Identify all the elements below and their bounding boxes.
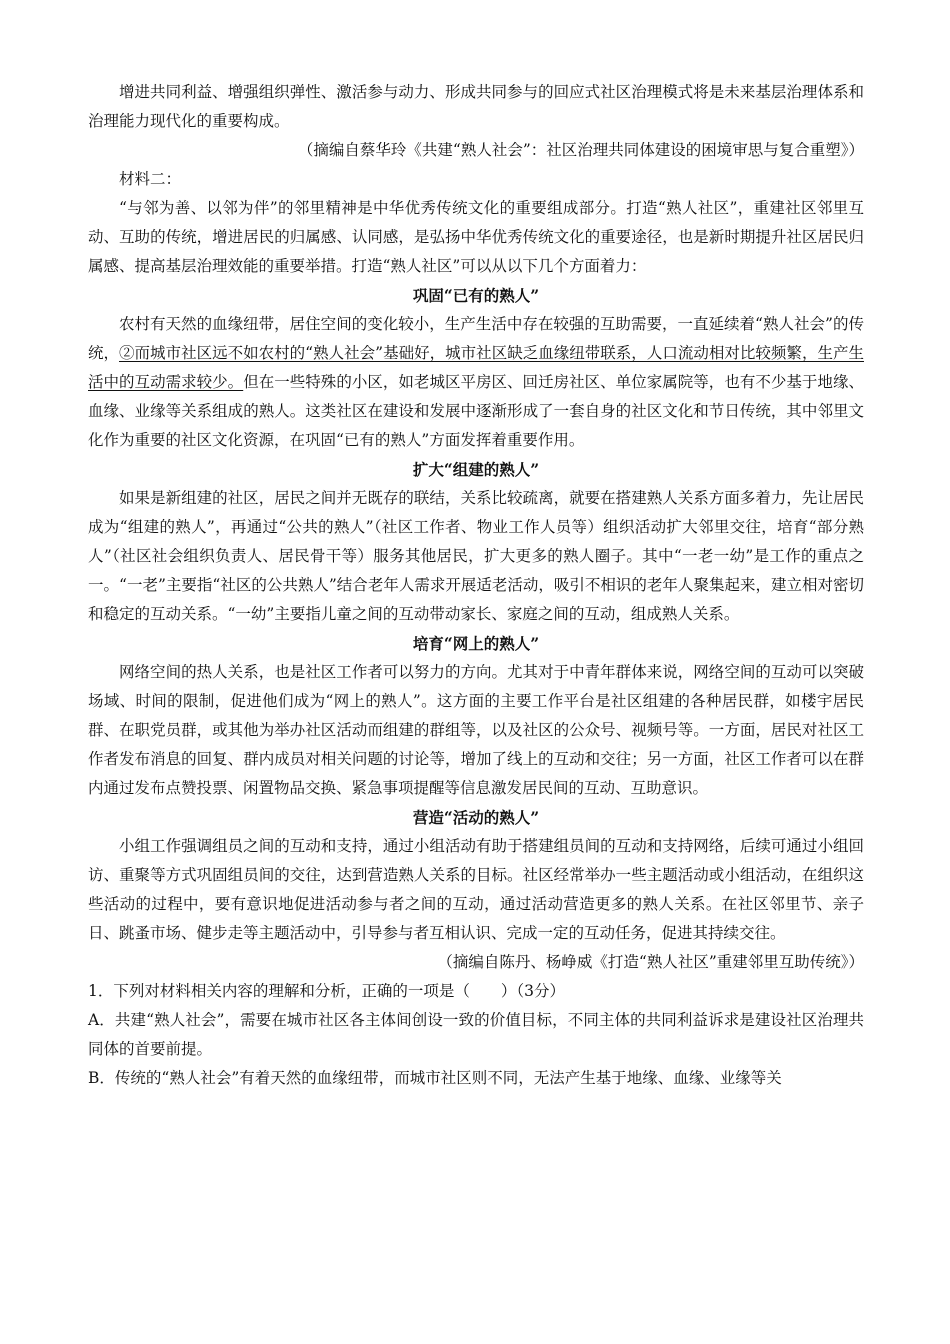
- material1-tail: 增进共同利益、增强组织弹性、激活参与动力、形成共同参与的回应式社区治理模式将是未来基层治理体系和治理能力现代化的重要构成。: [88, 83, 864, 130]
- material1-source: （摘编自蔡华玲《共建“熟人社会”：社区治理共同体建设的困境审思与复合重塑》）: [297, 141, 864, 159]
- section-heading-3: 培育“网上的熟人”: [412, 634, 540, 653]
- section-1-post: 但在一些特殊的小区，如老城区平房区、回迁房社区、单位家属院等，也有不少基于地缘、血缘、业缘等关系组成的熟人。这类社区在建设和发展中逐渐形成了一套自身的社区文化和节日传统，其中邻里文化作为重要的社区文化资源，在巩固“已有的熟人”方面发挥着重要作用。: [88, 373, 864, 449]
- question-stem: 1．下列对材料相关内容的理解和分析，正确的一项是（ ）（3分）: [88, 982, 565, 1000]
- material2-source: （摘编自陈丹、杨峥威《打造“熟人社区”重建邻里互助传统》）: [437, 953, 864, 971]
- section-1-pre: 农村有天然的血缘纽带，居住空间的变化较小，生产生活中存在较强的互助需要，一直延续着“熟人社会”的传统，: [88, 315, 864, 362]
- section-paragraph-3: 网络空间的热人关系，也是社区工作者可以努力的方向。尤其对于中青年群体来说，网络空间的互动可以突破场域、时间的限制，促进他们成为“网上的熟人”。这方面的主要工作平台是社区组建的各种居民群，如楼宇居民群、在职党员群，或其他为举办社区活动而组建的群组等，以及社区的公众号、视频号等。一方面，居民对社区工作者发布消息的回复、群内成员对相关问题的讨论等，增加了线上的互动和交往；另一方面，社区工作者可以在群内通过发布点赞投票、闲置物品交换、紧急事项提醒等信息激发居民间的互动、互助意识。: [88, 663, 864, 797]
- section-paragraph-4: 小组工作强调组员之间的互动和支持，通过小组活动有助于搭建组员间的互动和支持网络，后续可通过小组回访、重聚等方式巩固组员间的交往，达到营造熟人关系的目标。社区经常举办一些主题活动或小组活动，在组织这些活动的过程中，要有意识地促进活动参与者之间的互动，通过活动营造更多的熟人关系。在社区邻里节、亲子日、跳蚤市场、健步走等主题活动中，引导参与者互相认识、完成一定的互动任务，促进其持续交往。: [88, 837, 864, 942]
- section-paragraph-1: [88, 310, 864, 455]
- section-heading-1: 巩固“已有的熟人”: [412, 286, 540, 305]
- material2-intro: “与邻为善、以邻为伴”的邻里精神是中华优秀传统文化的重要组成部分。打造“熟人社区”，重建社区邻里互动、互助的传统，增进居民的归属感、认同感，是弘扬中华优秀传统文化的重要途径，也是新时期提升社区居民归属感、提高基层治理效能的重要举措。打造“熟人社区”可以从以下几个方面着力：: [88, 199, 864, 275]
- section-heading-4: 营造“活动的熟人”: [412, 808, 540, 827]
- underlined-sentence-2: ②而城市社区远不如农村的“熟人社会”基础好，城市社区缺乏血缘纽带联系，人口流动相对比较频繁，生产生活中的互动需求较少。: [88, 344, 864, 391]
- section-paragraph-2: 如果是新组建的社区，居民之间并无既存的联结，关系比较疏离，就要在搭建熟人关系方面多着力，先让居民成为“组建的熟人”，再通过“公共的熟人”（社区工作者、物业工作人员等）组织活动扩大邻里交往，培育“部分熟人”（社区社会组织负责人、居民骨干等）服务其他居民，扩大更多的熟人圈子。其中“一老一幼”是工作的重点之一。“一老”主要指“社区的公共熟人”结合老年人需求开展适老活动，吸引不相识的老年人聚集起来，建立相对密切和稳定的互动关系。“一幼”主要指儿童之间的互动带动家长、家庭之间的互动，组成熟人关系。: [88, 489, 864, 623]
- option-b: B．传统的“熟人社会”有着天然的血缘纽带，而城市社区则不同，无法产生基于地缘、血缘、业缘等关: [88, 1069, 782, 1087]
- document-page: [88, 78, 864, 1093]
- section-heading-2: 扩大“组建的熟人”: [412, 460, 540, 479]
- material2-label: 材料二：: [119, 170, 182, 188]
- option-a: A．共建“熟人社会”，需要在城市社区各主体间创设一致的价值目标，不同主体的共同利益诉求是建设社区治理共同体的首要前提。: [88, 1011, 864, 1058]
